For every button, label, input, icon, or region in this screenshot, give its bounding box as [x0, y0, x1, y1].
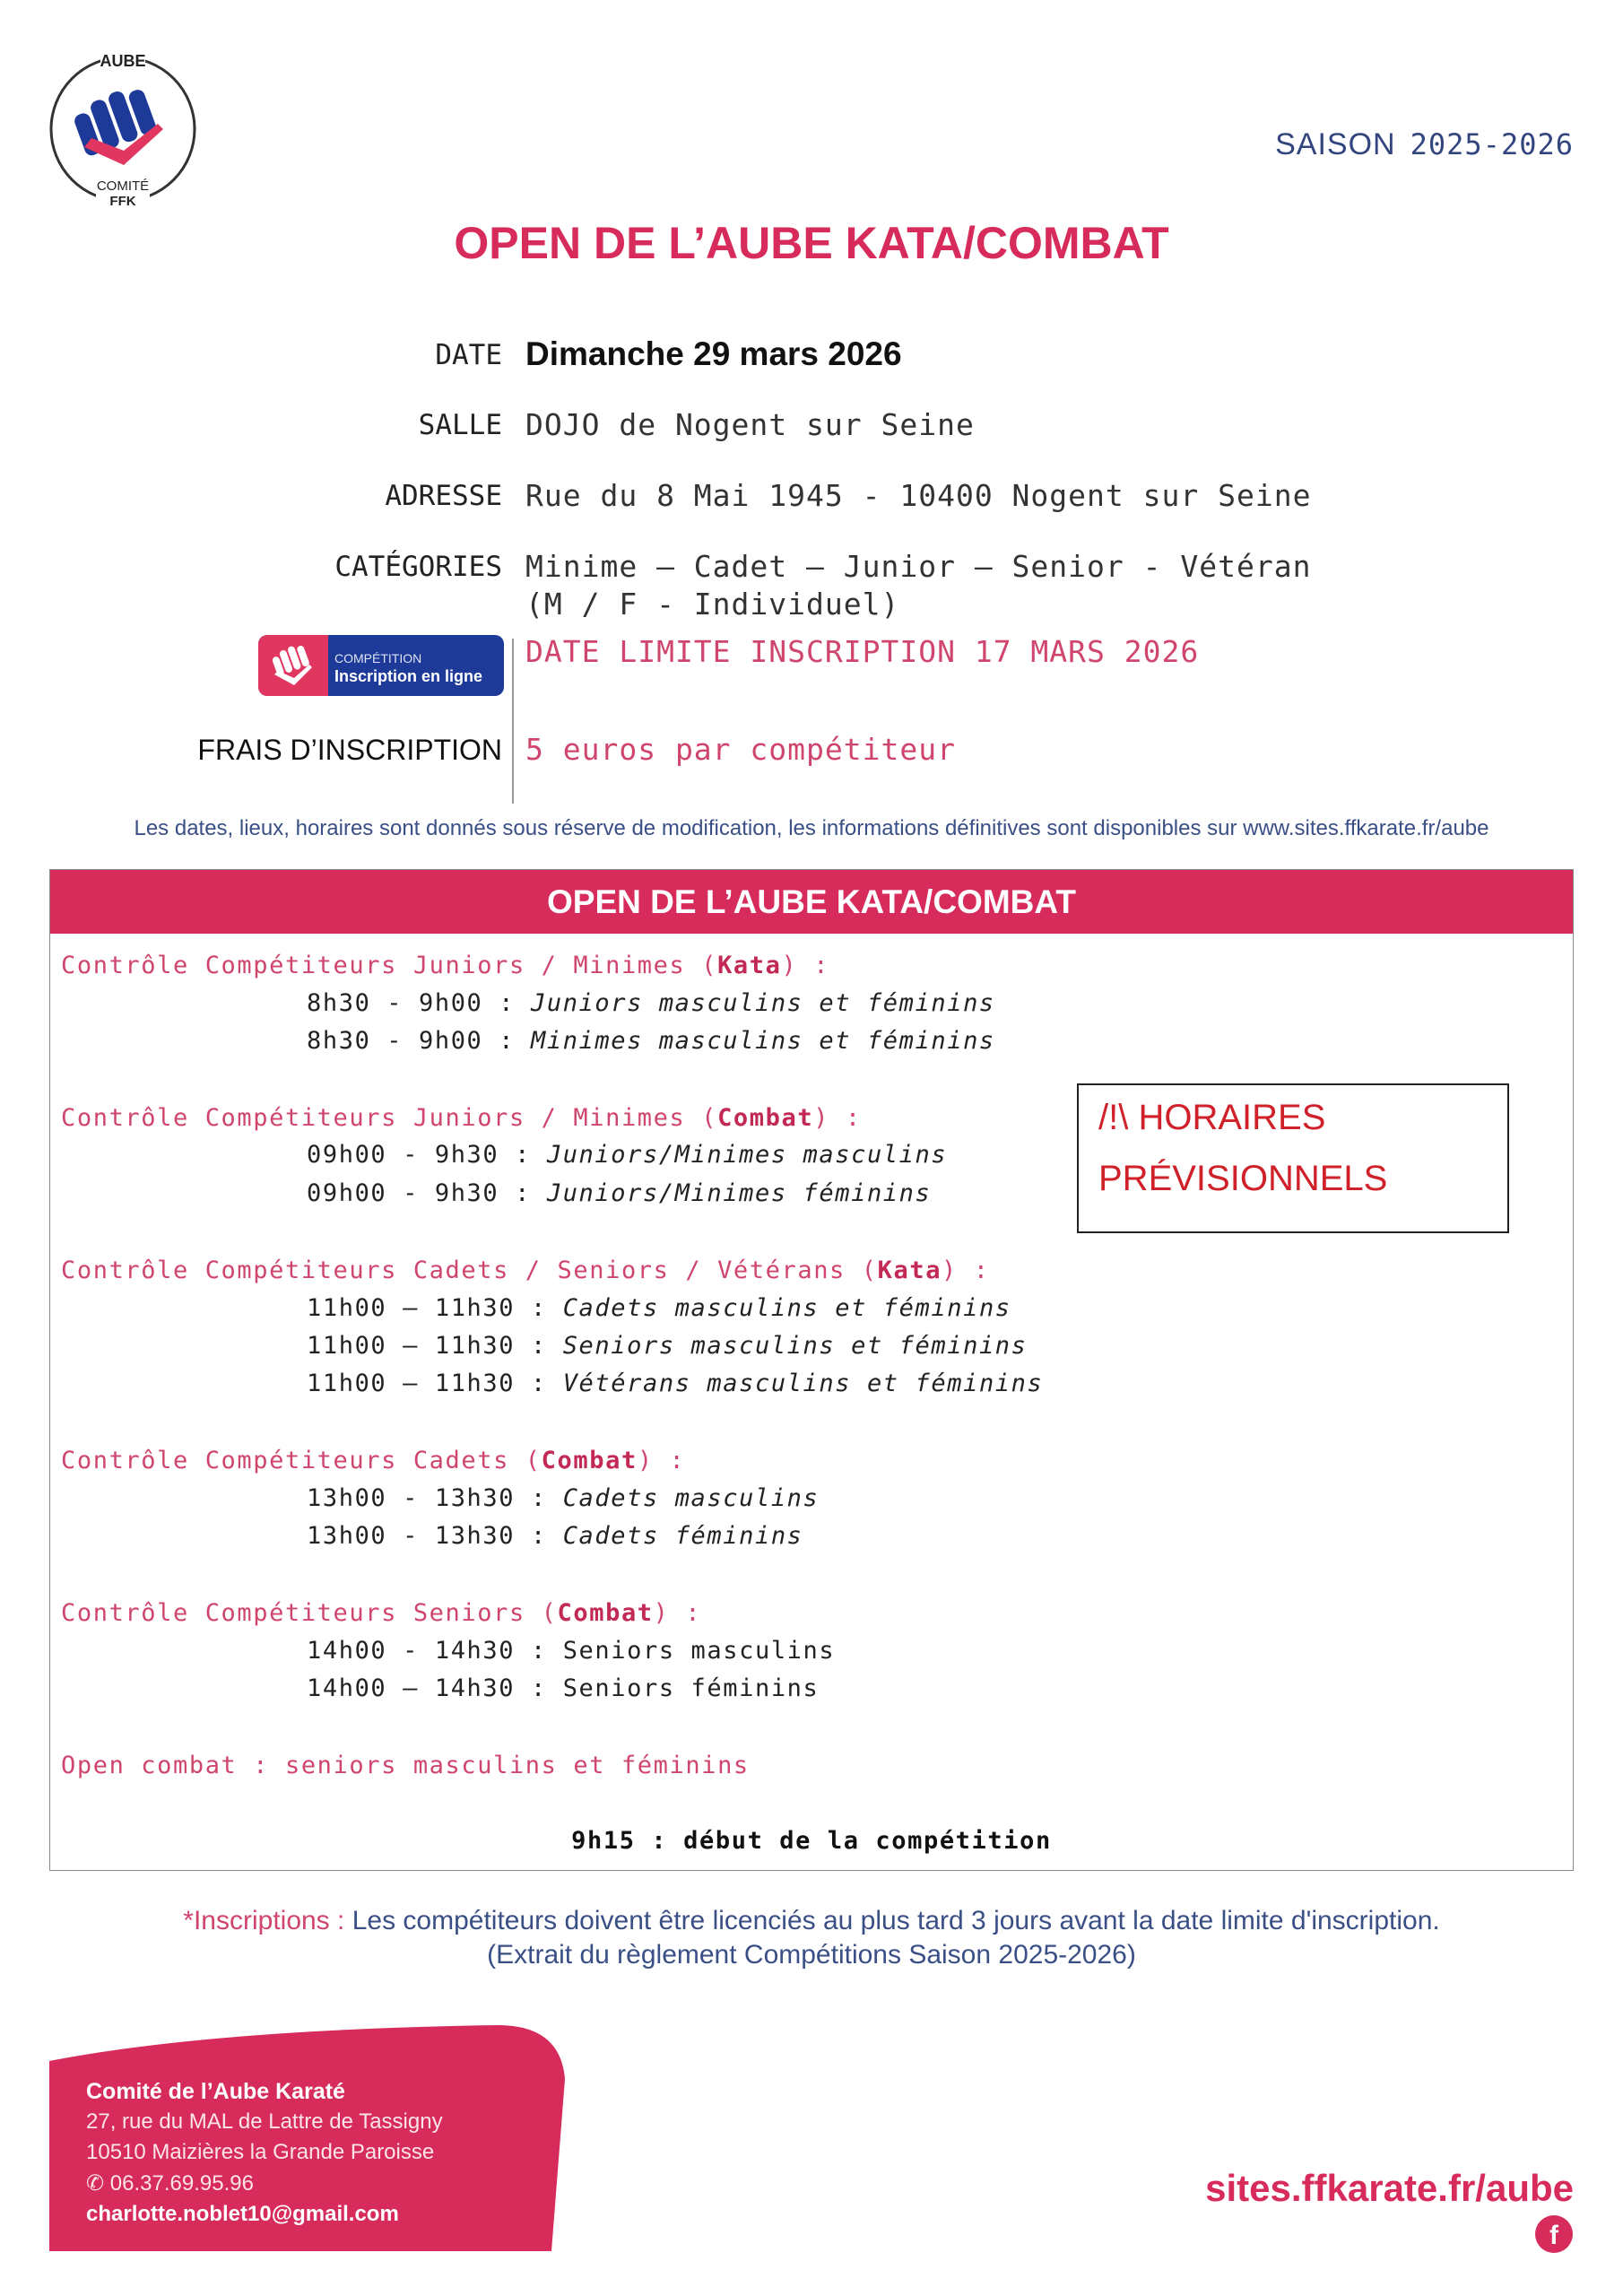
categories-value: Minime – Cadet – Junior – Senior - Vétéran: [525, 549, 1312, 584]
divider: [512, 639, 514, 804]
svg-text:FFK: FFK: [109, 194, 136, 208]
svg-text:AUBE: AUBE: [100, 52, 146, 70]
schedule-item: 14h00 - 14h30 : Seniors masculins: [307, 1637, 836, 1665]
open-combat: Open combat : seniors masculins et féminins: [61, 1752, 750, 1779]
schedule-item: 13h00 - 13h30 : Cadets féminins: [307, 1522, 803, 1550]
schedule-box: [49, 869, 1574, 1871]
comite-ffk-logo: [47, 47, 199, 208]
address-label: ADRESSE: [385, 480, 502, 512]
categories-detail: (M / F - Individuel): [525, 587, 900, 622]
regulation-extract: (Extrait du règlement Compétitions Saison 2025-2026): [487, 1940, 1136, 1970]
categories-label: CATÉGORIES: [334, 551, 502, 583]
schedule-title: OPEN DE L’AUBE KATA/COMBAT: [50, 870, 1573, 934]
schedule-item: 11h00 – 11h30 : Vétérans masculins et féminins: [307, 1370, 1044, 1397]
website-link[interactable]: sites.ffkarate.fr/aube: [1205, 2167, 1574, 2209]
disclaimer: Les dates, lieux, horaires sont donnés sous réserve de modification, les informations définitives sont disponibles sur www.sites.ffkarate.fr/aube: [134, 816, 1489, 840]
online-registration-badge[interactable]: [258, 635, 504, 696]
schedule-item: 11h00 – 11h30 : Seniors masculins et féminins: [307, 1332, 1028, 1360]
group-header: Contrôle Compétiteurs Cadets / Seniors / Vétérans (Kata) :: [61, 1257, 990, 1284]
group-header: Contrôle Compétiteurs Juniors / Minimes (Combat) :: [61, 1104, 862, 1132]
registration-note: *Inscriptions : Les compétiteurs doivent être licenciés au plus tard 3 jours avant la date limite d'inscription.: [183, 1906, 1440, 1935]
organization-name: Comité de l’Aube Karaté: [86, 2079, 345, 2104]
schedule-item: 09h00 - 9h30 : Juniors/Minimes masculins: [307, 1141, 948, 1169]
facebook-icon[interactable]: f: [1535, 2215, 1573, 2253]
hand-icon: [258, 635, 328, 696]
hall-value: DOJO de Nogent sur Seine: [525, 407, 975, 442]
svg-text:COMITÉ: COMITÉ: [96, 178, 150, 194]
season-label: SAISON 2025-2026: [1275, 127, 1574, 161]
provisional-times-warning: /!\ HORAIRES PRÉVISIONNELS: [1077, 1083, 1509, 1233]
address-city: 10510 Maizières la Grande Paroisse: [86, 2140, 435, 2164]
badge-line2: Inscription en ligne: [334, 667, 483, 685]
schedule-item: 8h30 - 9h00 : Minimes masculins et féminins: [307, 1027, 995, 1055]
schedule-item: 13h00 - 13h30 : Cadets masculins: [307, 1484, 820, 1512]
page-title: OPEN DE L’AUBE KATA/COMBAT: [454, 218, 1169, 268]
schedule-item: 14h00 – 14h30 : Seniors féminins: [307, 1674, 820, 1702]
date-value: Dimanche 29 mars 2026: [525, 335, 902, 372]
competition-start: 9h15 : début de la compétition: [571, 1827, 1052, 1855]
badge-line1: COMPÉTITION: [334, 651, 422, 665]
group-header: Contrôle Compétiteurs Seniors (Combat) :: [61, 1599, 702, 1627]
date-label: DATE: [435, 339, 502, 371]
hall-label: SALLE: [418, 409, 502, 441]
address-street: 27, rue du MAL de Lattre de Tassigny: [86, 2109, 443, 2134]
fees-value: 5 euros par compétiteur: [525, 732, 956, 767]
email-link[interactable]: charlotte.noblet10@gmail.com: [86, 2202, 399, 2226]
address-value: Rue du 8 Mai 1945 - 10400 Nogent sur Seine: [525, 478, 1312, 513]
registration-deadline: DATE LIMITE INSCRIPTION 17 MARS 2026: [525, 634, 1200, 669]
schedule-item: 11h00 – 11h30 : Cadets masculins et féminins: [307, 1294, 1011, 1322]
schedule-item: 8h30 - 9h00 : Juniors masculins et féminins: [307, 989, 995, 1017]
fees-label: FRAIS D’INSCRIPTION: [197, 734, 502, 766]
group-header: Contrôle Compétiteurs Juniors / Minimes (Kata) :: [61, 952, 830, 979]
schedule-item: 09h00 - 9h30 : Juniors/Minimes féminins: [307, 1179, 932, 1207]
group-header: Contrôle Compétiteurs Cadets (Combat) :: [61, 1447, 686, 1474]
phone-number: ✆ 06.37.69.95.96: [86, 2171, 254, 2196]
